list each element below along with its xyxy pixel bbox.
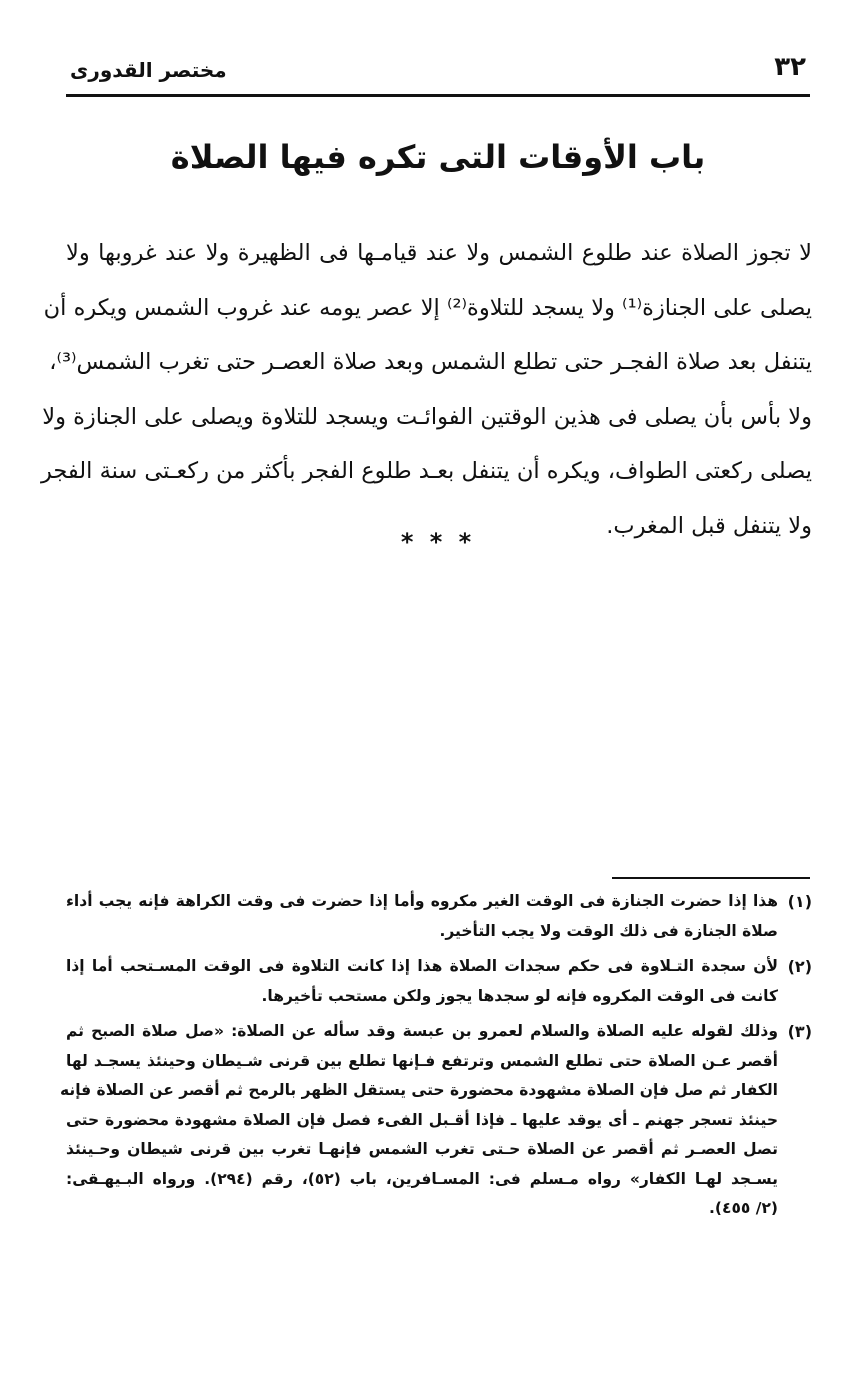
section-separator: * * * (400, 528, 476, 556)
body-line: يتنفل بعد صلاة الفجـر حتى تطلع الشمس وبعد صلاة العصـر حتى تغرب الشمس⁽³⁾، (49, 349, 812, 375)
footnote-1 (66, 887, 812, 946)
footnote-marker: (٢) (787, 957, 812, 976)
footnote-line: لأن سجدة التـلاوة فى حكم سجدات الصلاة هذا إذا كانت التلاوة فى الوقت المسـتحب أما إذا (66, 957, 778, 975)
footnote-rule (612, 877, 810, 879)
body-line: ولا بأس بأن يصلى فى هذين الوقتين الفوائـت ويسجد للتلاوة ويصلى على الجنازة ولا (42, 403, 812, 430)
footnote-line: أقصر عـن الصلاة حتى تطلع الشمس وترتفع فـإنها تطلع بين قرنى شـيطان وحينئذ يسجـد لها (66, 1051, 778, 1070)
footnote-line: الكفار ثم صل فإن الصلاة مشهودة محضورة حتى يستقل الظهر بالرمح ثم أقصر عن الصلاة فإنه (59, 1081, 778, 1099)
body-text (40, 226, 812, 553)
footnote-marker: (٣) (787, 1022, 812, 1041)
footnote-line: حينئذ تسجر جهنم ـ أى يوقد عليها ـ فإذا أقـبل الفىء فصل فإن الصلاة مشهودة محضورة حتى (66, 1110, 778, 1129)
chapter-title: باب الأوقات التى تكره فيها الصلاة (170, 138, 706, 176)
footnote-line: (٢/ ٤٥٥). (709, 1199, 778, 1217)
footnote-3 (59, 1017, 812, 1224)
header-rule (66, 94, 810, 97)
running-title: مختصر القدورى (70, 58, 227, 82)
page-number: ٣٢ (774, 52, 806, 82)
body-line: لا تجوز الصلاة عند طلوع الشمس ولا عند قيامـها فى الظهيرة ولا عند غروبها ولا (66, 240, 812, 266)
footnote-line: صلاة الجنازة فى ذلك الوقت ولا يجب التأخير. (439, 921, 778, 940)
page-header (66, 52, 810, 96)
footnote-line: تصل العصـر ثم أقصر عن الصلاة حـتى تغرب الشمس فإنهـا تغرب بين قرنى شيطان وحـينئذ (66, 1140, 778, 1158)
footnote-line: وذلك لقوله عليه الصلاة والسلام لعمرو بن عبسة وقد سأله عن الصلاة: «صل صلاة الصبح ثم (66, 1022, 778, 1040)
footnote-line: يسـجد لهـا الكفار» رواه مـسلم فى: المسـافرين، باب (٥٢)، رقم (٢٩٤). ورواه البـيهـقى: (66, 1169, 778, 1188)
body-line: يصلى ركعتى الطواف، ويكره أن يتنفل بعـد طلوع الفجر بأكثر من ركعـتى سنة الفجر (40, 458, 812, 484)
footnotes (59, 887, 812, 1224)
body-line: يصلى على الجنازة⁽¹⁾ ولا يسجد للتلاوة⁽²⁾ إلا عصر يومه عند غروب الشمس ويكره أن (43, 294, 812, 321)
footnote-2 (66, 952, 812, 1011)
body-line: ولا يتنفل قبل المغرب. (606, 512, 812, 539)
footnote-marker: (١) (787, 892, 812, 911)
footnote-line: هذا إذا حضرت الجنازة فى الوقت الغير مكروه وأما إذا حضرت فى وقت الكراهة فإنه يجب أداء (66, 892, 778, 910)
footnote-line: كانت فى الوقت المكروه فإنه لو سجدها يجوز ولكن مستحب تأخيرها. (261, 986, 778, 1005)
